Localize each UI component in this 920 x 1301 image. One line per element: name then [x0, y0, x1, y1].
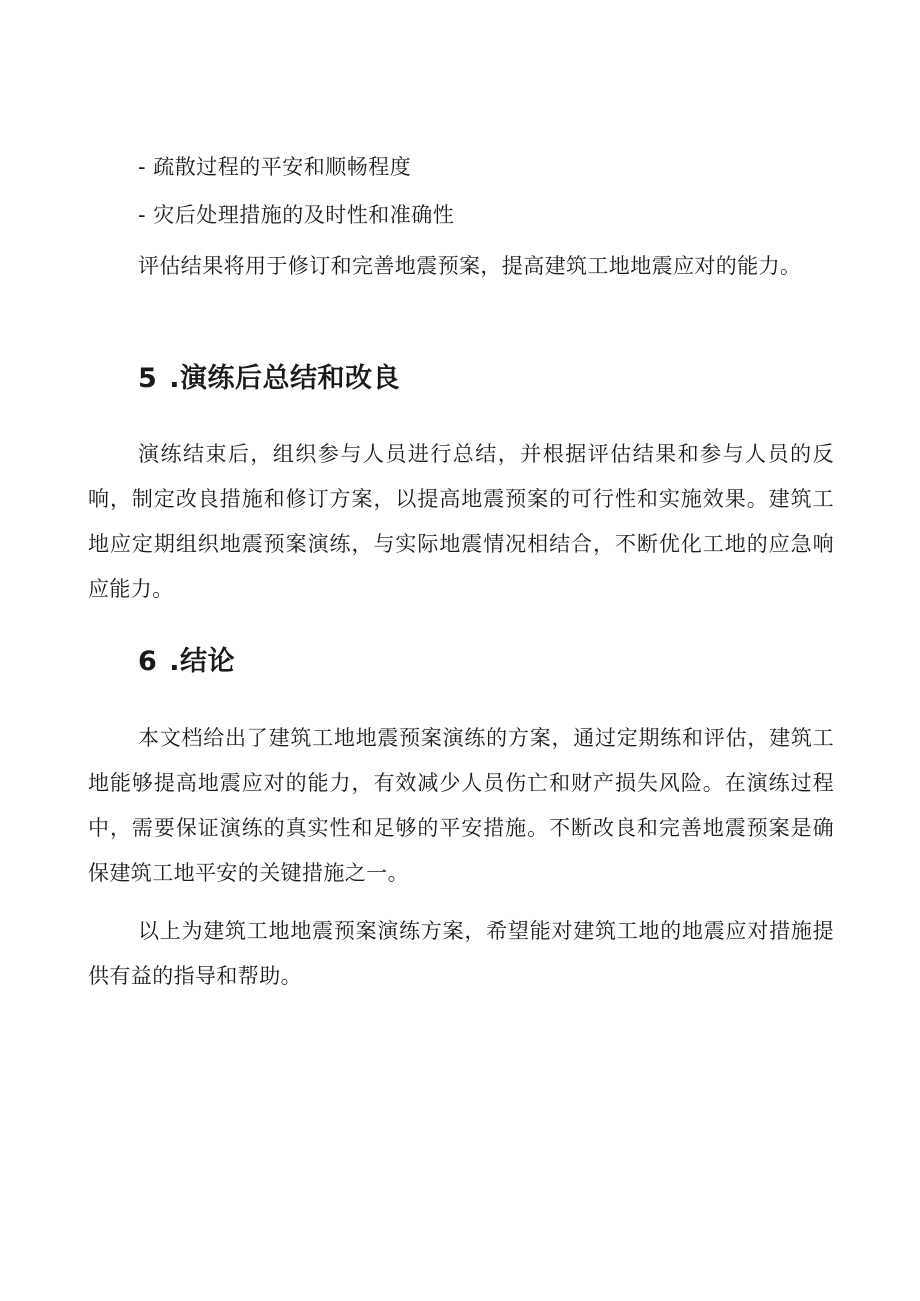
bullet-evacuation: - 疏散过程的平安和顺畅程度 — [138, 155, 412, 179]
section-5-number: 5 — [138, 363, 158, 394]
section-6-title: .结论 — [169, 646, 236, 677]
section-6-body: 本文档给出了建筑工地地震预案演练的方案，通过定期练和评估，建筑工地能够提高地震应对的能力，有效减少人员伤亡和财产损失风险。在演练过程中，需要保证演练的真实性和足够的平安措施。不断改良和完善地震预案是确保建筑工地平安的关键措施之一。 — [88, 726, 834, 885]
paragraph-evaluation-result: 评估结果将用于修订和完善地震预案，提高建筑工地地震应对的能力。 — [138, 254, 802, 278]
section-5-heading — [138, 362, 400, 396]
section-5-title: .演练后总结和改良 — [169, 363, 401, 394]
section-5-body: 演练结束后，组织参与人员进行总结，并根据评估结果和参与人员的反响，制定改良措施和修订方案，以提高地震预案的可行性和实施效果。建筑工地应定期组织地震预案演练，与实际地震情况相结合，不断优化工地的应急响应能力。 — [88, 442, 834, 601]
section-6-number: 6 — [138, 646, 158, 677]
section-6-heading — [138, 645, 235, 679]
closing-paragraph: 以上为建筑工地地震预案演练方案，希望能对建筑工地的地震应对措施提供有益的指导和帮助。 — [88, 919, 834, 988]
bullet-post-disaster: - 灾后处理措施的及时性和准确性 — [138, 203, 455, 227]
